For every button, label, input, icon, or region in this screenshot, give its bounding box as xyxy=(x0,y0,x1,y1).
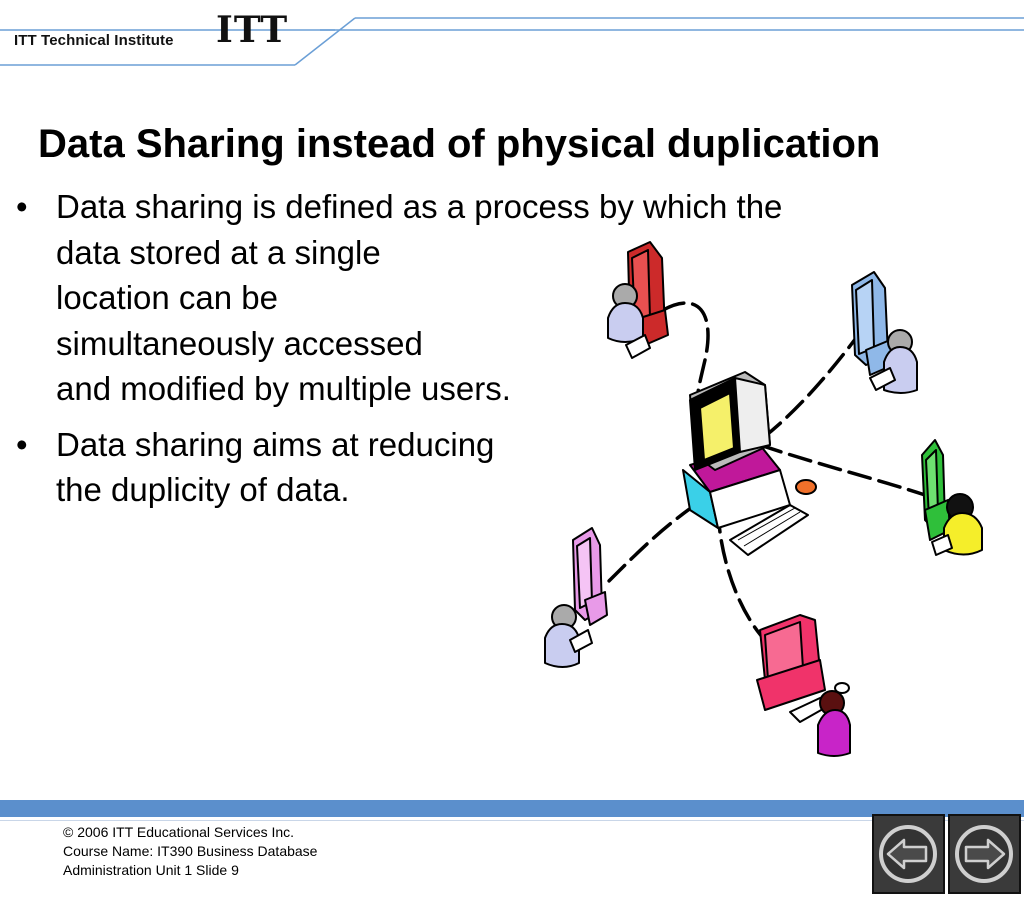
user-workstation-icon xyxy=(922,440,982,555)
server-mouse-icon xyxy=(796,480,816,494)
bullet-marker: • xyxy=(16,188,28,225)
user-workstation-icon xyxy=(852,272,917,393)
bullet-marker: • xyxy=(16,425,28,463)
bullet-text-line: data stored at a single xyxy=(56,233,381,271)
copyright-text: © 2006 ITT Educational Services Inc. xyxy=(63,824,295,840)
bullet-text-line: the duplicity of data. xyxy=(56,471,350,508)
footer-divider xyxy=(0,820,1024,821)
user-workstation-icon xyxy=(757,615,850,756)
arrow-right-icon xyxy=(948,814,1021,894)
network-diagram xyxy=(530,230,1000,770)
footer-info xyxy=(63,823,317,880)
footer-bar xyxy=(0,800,1024,817)
previous-slide-button[interactable] xyxy=(872,814,945,894)
central-computer-icon xyxy=(683,372,816,555)
course-name-text: Course Name: IT390 Business Database xyxy=(63,843,318,859)
slide-title: Data Sharing instead of physical duplication xyxy=(38,122,881,166)
next-slide-button[interactable] xyxy=(948,814,1021,894)
bullet-text-line: Data sharing is defined as a process by which the xyxy=(56,188,783,225)
slide-header xyxy=(0,0,1024,75)
user-workstation-icon xyxy=(608,242,668,358)
bullet-text-line: location can be xyxy=(56,279,278,316)
bullet-text-line: and modified by multiple users. xyxy=(56,370,511,407)
user-workstation-icon xyxy=(545,528,607,667)
bullet-text-line: simultaneously accessed xyxy=(56,324,423,362)
bullet-text-line: Data sharing aims at reducing xyxy=(56,425,495,463)
slide-info-text: Administration Unit 1 Slide 9 xyxy=(63,862,239,878)
institute-name: ITT Technical Institute xyxy=(14,32,174,49)
arrow-left-icon xyxy=(872,814,945,894)
itt-logo: ITT xyxy=(216,9,289,51)
